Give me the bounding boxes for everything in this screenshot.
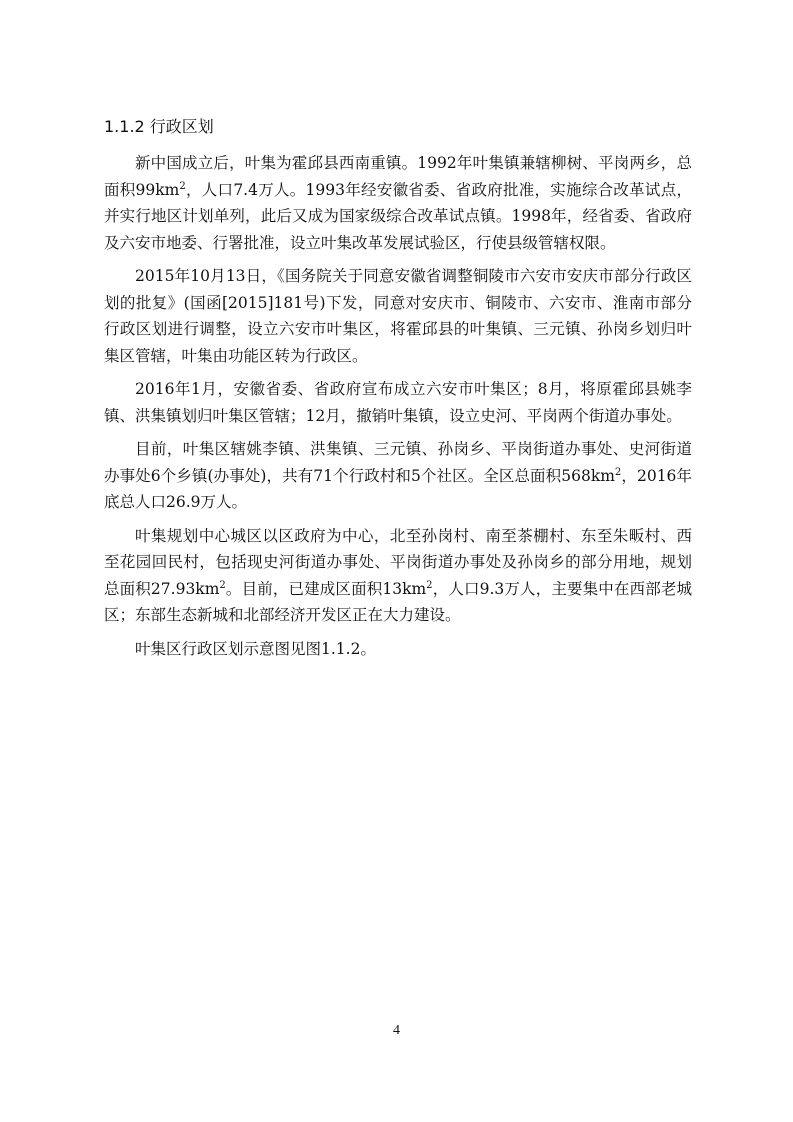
text-segment: 。目前，已建成区面积13km bbox=[225, 579, 427, 598]
superscript: 2 bbox=[219, 579, 226, 591]
paragraph-current-status bbox=[104, 436, 692, 516]
page-number: 4 bbox=[393, 1023, 400, 1038]
text-segment: ，人口7.4万人。1993年经安徽省委、省政府批准，实施综合改革试点，并实行地区计划单列，此后又成为国家级综合改革试点镇。1998年，经省委、省政府及六安市地委、行署批准，设立叶集改革发展试验区，行使县级管辖权限。 bbox=[104, 180, 692, 252]
paragraph-urban-planning bbox=[104, 523, 692, 629]
paragraph-history bbox=[104, 150, 692, 256]
superscript: 2 bbox=[179, 180, 186, 192]
paragraph-establishment bbox=[104, 376, 692, 429]
section-heading: 1.1.2 行政区划 bbox=[104, 117, 214, 136]
text-segment: 新中国成立后，叶集为霍邱县西南重镇。1992年叶集镇兼辖柳树、平岗两乡，总面积99km bbox=[104, 154, 692, 199]
superscript: 2 bbox=[614, 466, 622, 478]
body-text bbox=[104, 150, 692, 669]
paragraph-approval bbox=[104, 263, 692, 369]
text-segment: 2016年1月，安徽省委、省政府宣布成立六安市叶集区；8月，将原霍邱县姚李镇、洪集镇划归叶集区管辖；12月，撤销叶集镇，设立史河、平岗两个街道办事处。 bbox=[104, 380, 692, 425]
text-segment: 2015年10月13日，《国务院关于同意安徽省调整铜陵市六安市安庆市部分行政区划的批复》(国函[2015]181号)下发，同意对安庆市、铜陵市、六安市、淮南市部分行政区划进行调整，设立六安市叶集区，将霍邱县的叶集镇、三元镇、孙岗乡划归叶集区管辖，叶集由功能区转为行政区。 bbox=[104, 267, 692, 365]
text-segment: ，人口9.3万人，主要集中在西部老城区；东部生态新城和北部经济开发区正在大力建设。 bbox=[104, 579, 692, 624]
superscript: 2 bbox=[426, 579, 433, 591]
text-segment: 叶集规划中心城区以区政府为中心，北至孙岗村、南至茶棚村、东至朱畈村、西至花园回民村，包括现史河街道办事处、平岗街道办事处及孙岗乡的部分用地，规划总面积27.93km bbox=[104, 526, 692, 598]
paragraph-figure-reference bbox=[104, 636, 692, 663]
text-segment: ，2016年底总人口26.9万人。 bbox=[104, 466, 693, 511]
text-segment: 叶集区行政区划示意图见图1.1.2。 bbox=[135, 639, 376, 658]
text-segment: 目前，叶集区辖姚李镇、洪集镇、三元镇、孙岗乡、平岗街道办事处、史河街道办事处6个乡镇(办事处)，共有71个行政村和5个社区。全区总面积568km bbox=[104, 440, 692, 485]
